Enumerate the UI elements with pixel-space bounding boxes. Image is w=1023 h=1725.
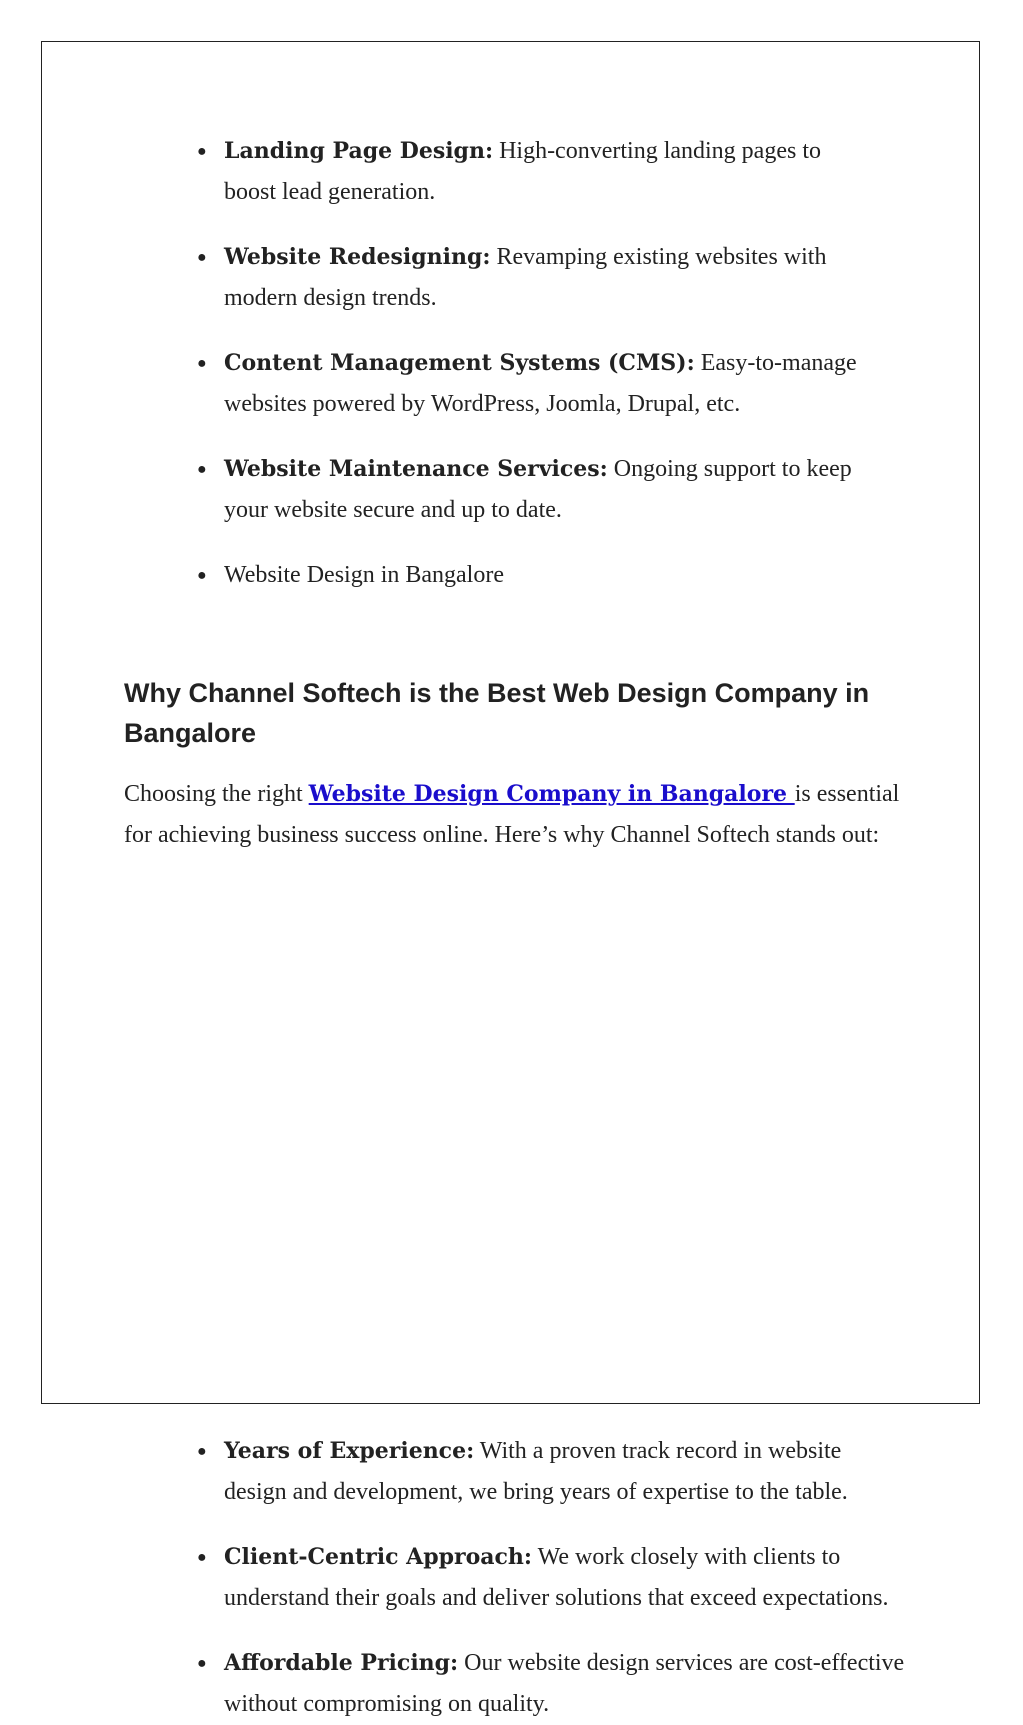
document-page	[41, 41, 980, 1717]
bullet-icon: ●	[197, 355, 207, 372]
list-item-text: Revamping existing websites with modern design trends.	[224, 244, 827, 311]
list-item-title: Website Redesigning:	[224, 244, 491, 270]
list-item	[124, 237, 904, 319]
paragraph-text-before: Choosing the right	[124, 781, 309, 807]
list-item-title: Client-Centric Approach:	[224, 1544, 533, 1570]
list-item-title: Affordable Pricing:	[224, 1650, 459, 1676]
list-item	[124, 1537, 904, 1619]
intro-paragraph	[124, 774, 904, 856]
paragraph-text-after: is essential for achieving business success online. Here’s why Channel Softech stands out:	[124, 781, 900, 848]
bullet-icon: ●	[197, 143, 207, 160]
website-design-company-link[interactable]: Website Design Company in Bangalore	[308, 781, 795, 807]
bullet-icon: ●	[197, 1443, 207, 1460]
list-item	[124, 343, 889, 425]
list-item-title: Years of Experience:	[224, 1438, 475, 1464]
list-item	[124, 449, 889, 531]
bullet-icon: ●	[197, 461, 207, 478]
list-item-text: High-converting landing pages to boost lead generation.	[224, 138, 821, 205]
section-heading: Why Channel Softech is the Best Web Design Company in Bangalore	[124, 678, 870, 748]
page-content	[124, 42, 924, 1717]
list-item	[124, 131, 824, 213]
list-item-title: Website Maintenance Services:	[224, 456, 608, 482]
list-item-text: Website Design in Bangalore	[224, 562, 504, 588]
bullet-icon: ●	[197, 249, 207, 266]
list-item-title: Content Management Systems (CMS):	[224, 350, 695, 376]
bullet-icon: ●	[197, 567, 207, 584]
services-list	[124, 131, 924, 596]
list-item-text: Easy-to-manage websites powered by WordPress, Joomla, Drupal, etc.	[224, 350, 857, 417]
list-item	[124, 1431, 864, 1513]
bullet-icon: ●	[197, 1655, 207, 1672]
list-item-text: Our website design services are cost-effective without compromising on quality.	[224, 1650, 905, 1717]
reasons-list	[124, 1431, 924, 1725]
list-item-title: Landing Page Design:	[224, 138, 494, 164]
list-item	[124, 1643, 914, 1725]
list-item-text: With a proven track record in website design and development, we bring years of expertise to the table.	[224, 1438, 848, 1505]
list-item-text: We work closely with clients to understand their goals and deliver solutions that exceed expectations.	[224, 1544, 889, 1611]
bullet-icon: ●	[197, 1549, 207, 1566]
list-item	[124, 555, 889, 596]
list-item-text: Ongoing support to keep your website secure and up to date.	[224, 456, 852, 523]
